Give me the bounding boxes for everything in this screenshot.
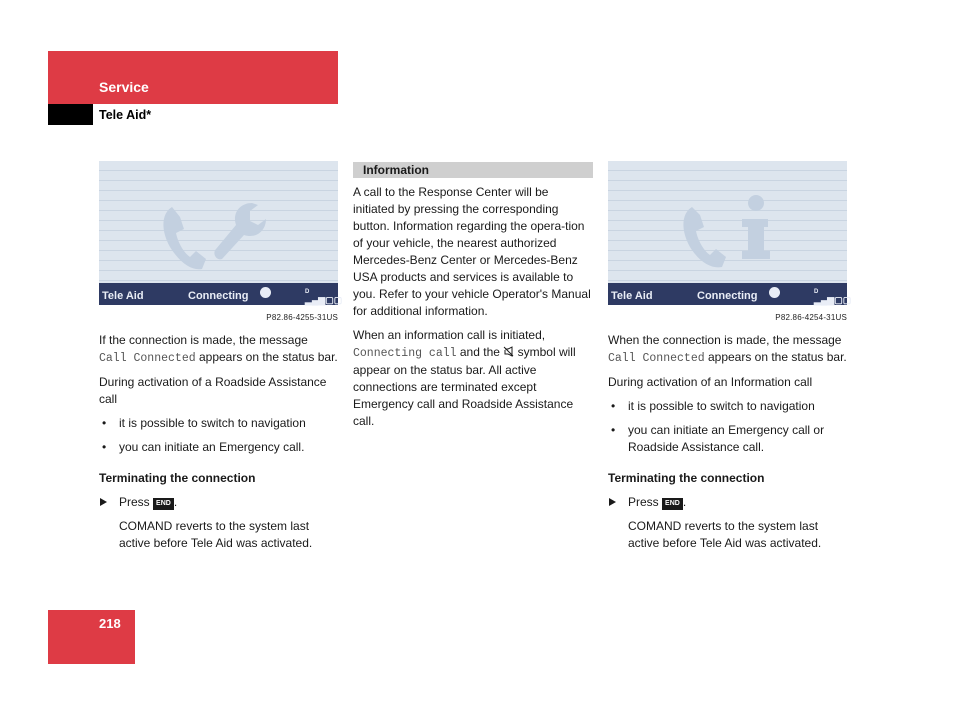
list-item: • it is possible to switch to navigation	[99, 415, 338, 432]
status-label: Tele Aid	[611, 290, 653, 302]
step-arrow-icon	[609, 498, 616, 506]
page-number: 218	[99, 616, 121, 631]
information-screen-image	[608, 161, 852, 305]
list-item: • you can initiate an Emergency call.	[99, 439, 338, 456]
status-dot-icon	[260, 287, 271, 298]
signal-strength-icon: ▂▄▆▢▢	[814, 295, 852, 305]
paragraph: A call to the Response Center will be initiated by pressing the corresponding button. Information regarding the opera-tion of your vehicle, the nearest authorized Mercedes-Benz Center or Mercedes-Benz USA products and services is available to you. Refer to your vehicle Operator's Manual for additional information.	[353, 185, 591, 318]
status-bar	[608, 283, 852, 305]
no-signal-icon	[503, 346, 514, 357]
subsection-title: Tele Aid*	[99, 108, 152, 122]
bullet-list	[608, 398, 847, 456]
signal-strength-icon: ▂▄▆▢▢	[305, 295, 343, 305]
phone-wrench-icon	[154, 199, 284, 274]
figure-caption: P82.86-4255-31US	[266, 313, 338, 322]
status-bar	[99, 283, 343, 305]
paragraph: When an information call is initiated, Connecting call and the symbol will appear on the status bar. All active connections are terminated except Emergency call and Roadside Assistance call.	[353, 328, 576, 428]
status-text: Connecting	[697, 290, 758, 302]
phone-info-icon	[678, 191, 788, 271]
instruction-step: Press END .	[99, 494, 338, 511]
step-result: COMAND reverts to the system last active before Tele Aid was activated.	[119, 519, 313, 550]
page-number-band	[48, 610, 135, 664]
list-item: • it is possible to switch to navigation	[608, 398, 847, 415]
left-column	[99, 161, 343, 552]
status-text: Connecting	[188, 290, 249, 302]
paragraph: When the connection is made, the message Call Connected appears on the status bar.	[608, 333, 847, 365]
middle-column	[353, 162, 593, 437]
paragraph: During activation of a Roadside Assistance call	[99, 375, 327, 406]
roadside-screen-image	[99, 161, 343, 305]
header-band	[48, 51, 338, 104]
paragraph: If the connection is made, the message Call Connected appears on the status bar.	[99, 333, 338, 365]
signal-label: D	[814, 289, 819, 295]
subheading: Terminating the connection	[608, 471, 765, 485]
end-key-icon: END	[662, 498, 683, 510]
right-column	[608, 161, 852, 552]
section-title: Service	[99, 79, 149, 95]
status-dot-icon	[769, 287, 780, 298]
end-key-icon: END	[153, 498, 174, 510]
bullet-list	[99, 415, 338, 456]
status-label: Tele Aid	[102, 290, 144, 302]
subsection-marker	[48, 104, 93, 125]
step-arrow-icon	[100, 498, 107, 506]
list-item: • you can initiate an Emergency call or Roadside Assistance call.	[608, 422, 847, 456]
information-box-title: Information	[353, 162, 593, 178]
instruction-step: Press END .	[608, 494, 847, 511]
step-result: COMAND reverts to the system last active before Tele Aid was activated.	[628, 519, 822, 550]
paragraph: During activation of an Information call	[608, 375, 813, 389]
signal-label: D	[305, 289, 310, 295]
figure-caption: P82.86-4254-31US	[775, 313, 847, 322]
subheading: Terminating the connection	[99, 471, 256, 485]
